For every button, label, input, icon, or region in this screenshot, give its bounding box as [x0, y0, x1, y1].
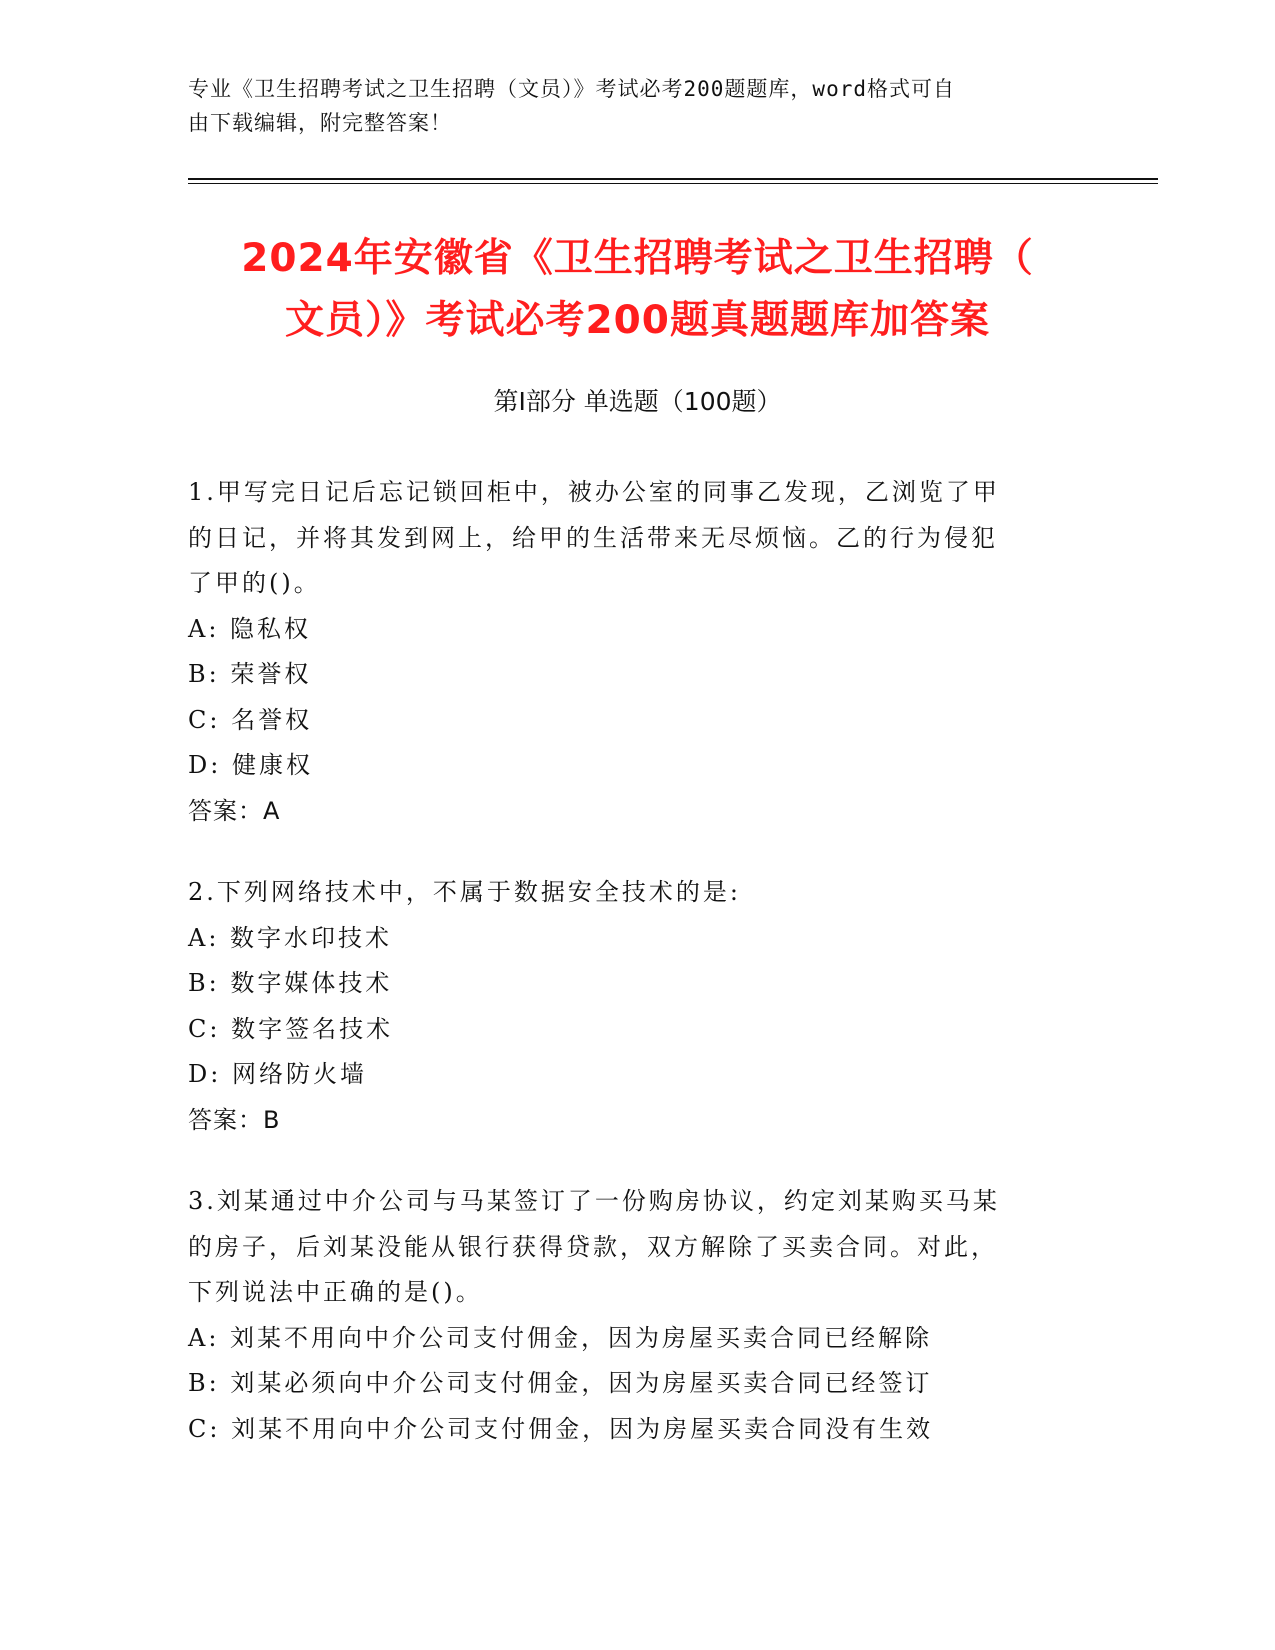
section-heading: 第I部分 单选题（100题）	[493, 387, 782, 416]
answer-option: A: 隐私权	[188, 614, 312, 643]
answer-option: C: 名誉权	[188, 705, 313, 734]
question-stem-line: 2.下列网络技术中，不属于数据安全技术的是:	[188, 878, 741, 906]
question-item	[188, 470, 1068, 834]
notice-line-1: 专业《卫生招聘考试之卫生招聘（文员）》考试必考200题题库，word格式可自	[188, 77, 955, 101]
question-stem-line: 了甲的()。	[188, 569, 321, 597]
title-line-1: 2024年安徽省《卫生招聘考试之卫生招聘（	[241, 236, 1034, 281]
download-notice	[188, 72, 1068, 140]
answer-option: C: 刘某不用向中介公司支付佣金，因为房屋买卖合同没有生效	[188, 1414, 934, 1443]
answer-option: A: 数字水印技术	[188, 923, 393, 952]
header-divider-thin	[188, 183, 1158, 184]
answer-option: B: 刘某必须向中介公司支付佣金，因为房屋买卖合同已经签订	[188, 1369, 933, 1397]
answer-option: B: 荣誉权	[188, 660, 312, 688]
question-list	[188, 470, 1068, 1488]
question-stem-line: 3.刘某通过中介公司与马某签订了一份购房协议，约定刘某购买马某	[188, 1187, 1000, 1215]
answer-option: A: 刘某不用向中介公司支付佣金，因为房屋买卖合同已经解除	[188, 1323, 933, 1352]
answer-option: D: 网络防火墙	[188, 1060, 367, 1088]
answer-option: D: 健康权	[188, 751, 313, 779]
header-divider-thick	[188, 178, 1158, 180]
question-item	[188, 870, 1068, 1143]
title-line-2: 文员）》考试必考200题真题题库加答案	[285, 298, 990, 343]
answer-option: C: 数字签名技术	[188, 1014, 394, 1043]
answer-key: 答案：A	[188, 796, 281, 825]
question-item	[188, 1179, 1068, 1452]
document-title	[150, 228, 1125, 352]
question-stem-line: 下列说法中正确的是()。	[188, 1278, 483, 1306]
answer-option: B: 数字媒体技术	[188, 969, 393, 997]
question-stem-line: 1.甲写完日记后忘记锁回柜中，被办公室的同事乙发现，乙浏览了甲	[188, 478, 1000, 506]
question-stem-line: 的日记，并将其发到网上，给甲的生活带来无尽烦恼。乙的行为侵犯	[188, 523, 998, 552]
question-stem-line: 的房子，后刘某没能从银行获得贷款，双方解除了买卖合同。对此，	[188, 1232, 998, 1261]
notice-line-2: 由下载编辑，附完整答案！	[188, 111, 452, 135]
answer-key: 答案：B	[188, 1105, 281, 1134]
